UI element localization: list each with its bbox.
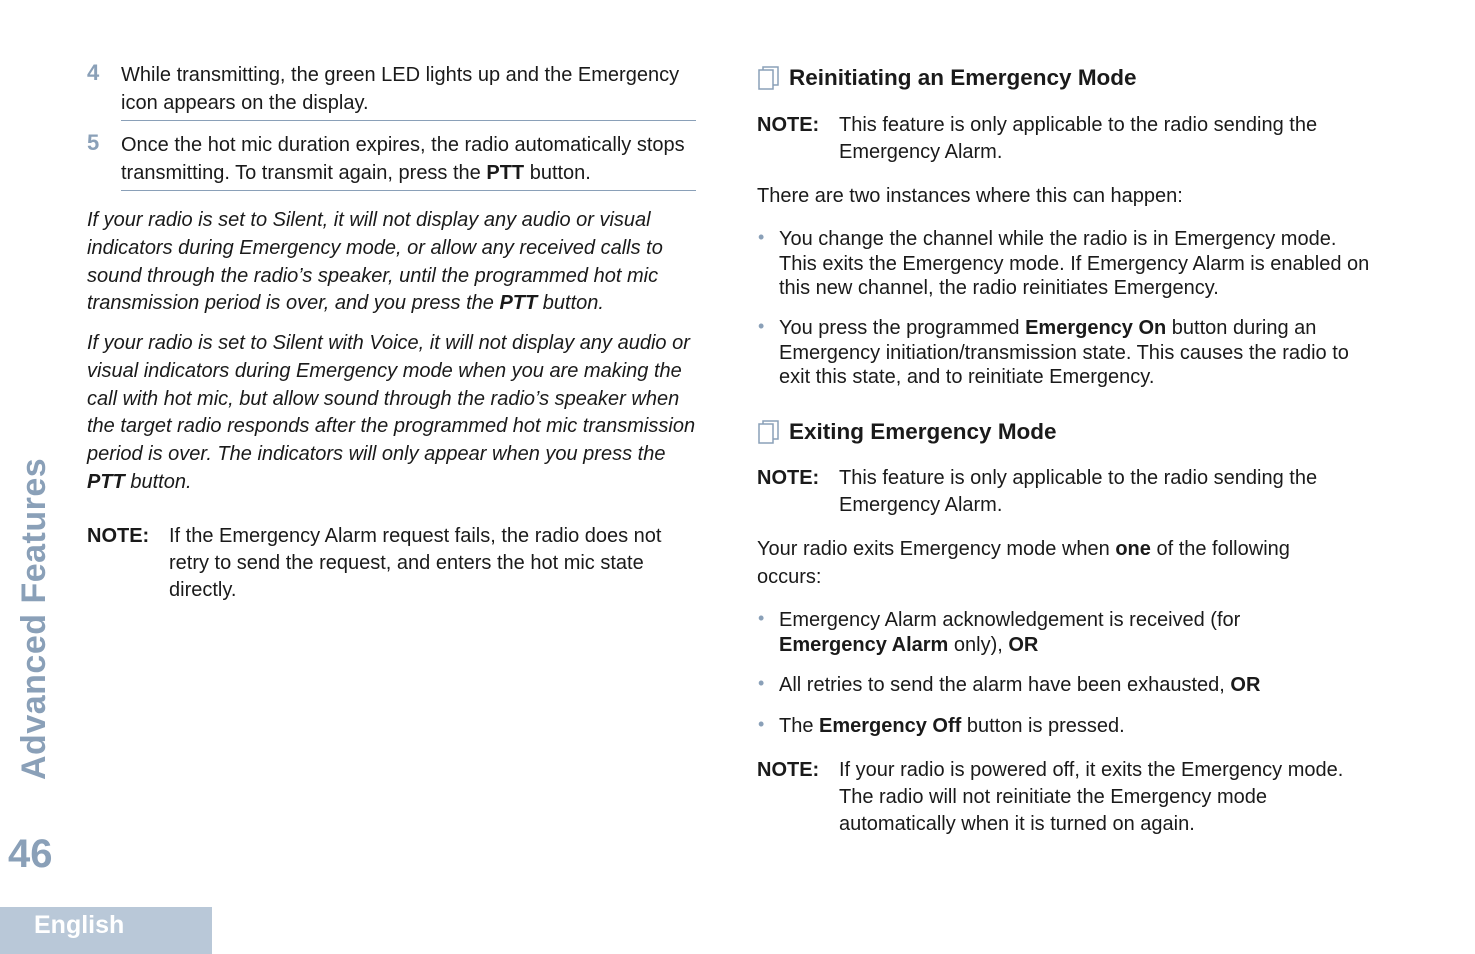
bullet-marker: •	[758, 227, 765, 247]
step-text-4: While transmitting, the green LED lights up and the Emergency icon appears on the display.	[121, 64, 680, 114]
intro-paragraph: There are two instances where this can happen:	[757, 185, 1183, 207]
page-number: 46	[8, 832, 53, 876]
bullet-text: You change the channel while the radio is in Emergency mode. This exits the Emergency mode. If Emergency Alarm is enabled on this new channel, the radio reinitiates Emergency.	[779, 228, 1370, 299]
note-label: NOTE:	[757, 759, 820, 781]
section-title-vertical: Advanced Features	[15, 457, 53, 780]
step-text-5: Once the hot mic duration expires, the radio automatically stops transmitting. To transmit again, press the PTT button.	[121, 134, 685, 184]
bullet-marker: •	[758, 316, 765, 336]
section-heading-icon	[758, 65, 780, 91]
bullet-marker: •	[758, 714, 765, 734]
heading-exiting: Exiting Emergency Mode	[789, 419, 1057, 444]
note-text: If your radio is powered off, it exits the Emergency mode. The radio will not reinitiate the Emergency mode automatically when it is turned on again.	[839, 759, 1344, 835]
step-divider	[121, 120, 696, 121]
step-number-5: 5	[87, 130, 100, 155]
italic-paragraph-silent-voice: If your radio is set to Silent with Voice, it will not display any audio or visual indicators during Emergency mode when you are making the call with hot mic, but allow sound through the radio’s speaker when the target radio responds after the programmed hot mic transmission period is over. The indicators will only appear when you press the PTT button.	[87, 332, 696, 493]
bullet-text: Emergency Alarm acknowledgement is received (for Emergency Alarm only), OR	[779, 609, 1241, 656]
step-number-4: 4	[87, 60, 100, 85]
note-label: NOTE:	[757, 467, 820, 489]
step-divider	[121, 190, 696, 191]
note-text: This feature is only applicable to the radio sending the Emergency Alarm.	[839, 467, 1318, 516]
intro-paragraph: Your radio exits Emergency mode when one of the following occurs:	[757, 538, 1290, 588]
italic-paragraph-silent: If your radio is set to Silent, it will not display any audio or visual indicators during Emergency mode, or allow any received calls to sound through the radio’s speaker, until the programmed hot mic transmission period is over, and you press the PTT button.	[87, 209, 663, 315]
bullet-text: The Emergency Off button is pressed.	[779, 715, 1125, 737]
note-text: If the Emergency Alarm request fails, the radio does not retry to send the request, and enters the hot mic state directly.	[169, 525, 662, 601]
note-label: NOTE:	[757, 114, 820, 136]
bullet-marker: •	[758, 673, 765, 693]
note-label: NOTE:	[87, 525, 150, 547]
bullet-text: All retries to send the alarm have been exhausted, OR	[779, 674, 1261, 696]
bullet-text: You press the programmed Emergency On button during an Emergency initiation/transmission state. This causes the radio to exit this state, and to reinitiate Emergency.	[779, 317, 1349, 388]
language-label: English	[34, 911, 125, 939]
section-heading-icon	[758, 419, 780, 445]
bullet-marker: •	[758, 608, 765, 628]
note-text: This feature is only applicable to the radio sending the Emergency Alarm.	[839, 114, 1318, 163]
heading-reinitiating: Reinitiating an Emergency Mode	[789, 65, 1137, 90]
